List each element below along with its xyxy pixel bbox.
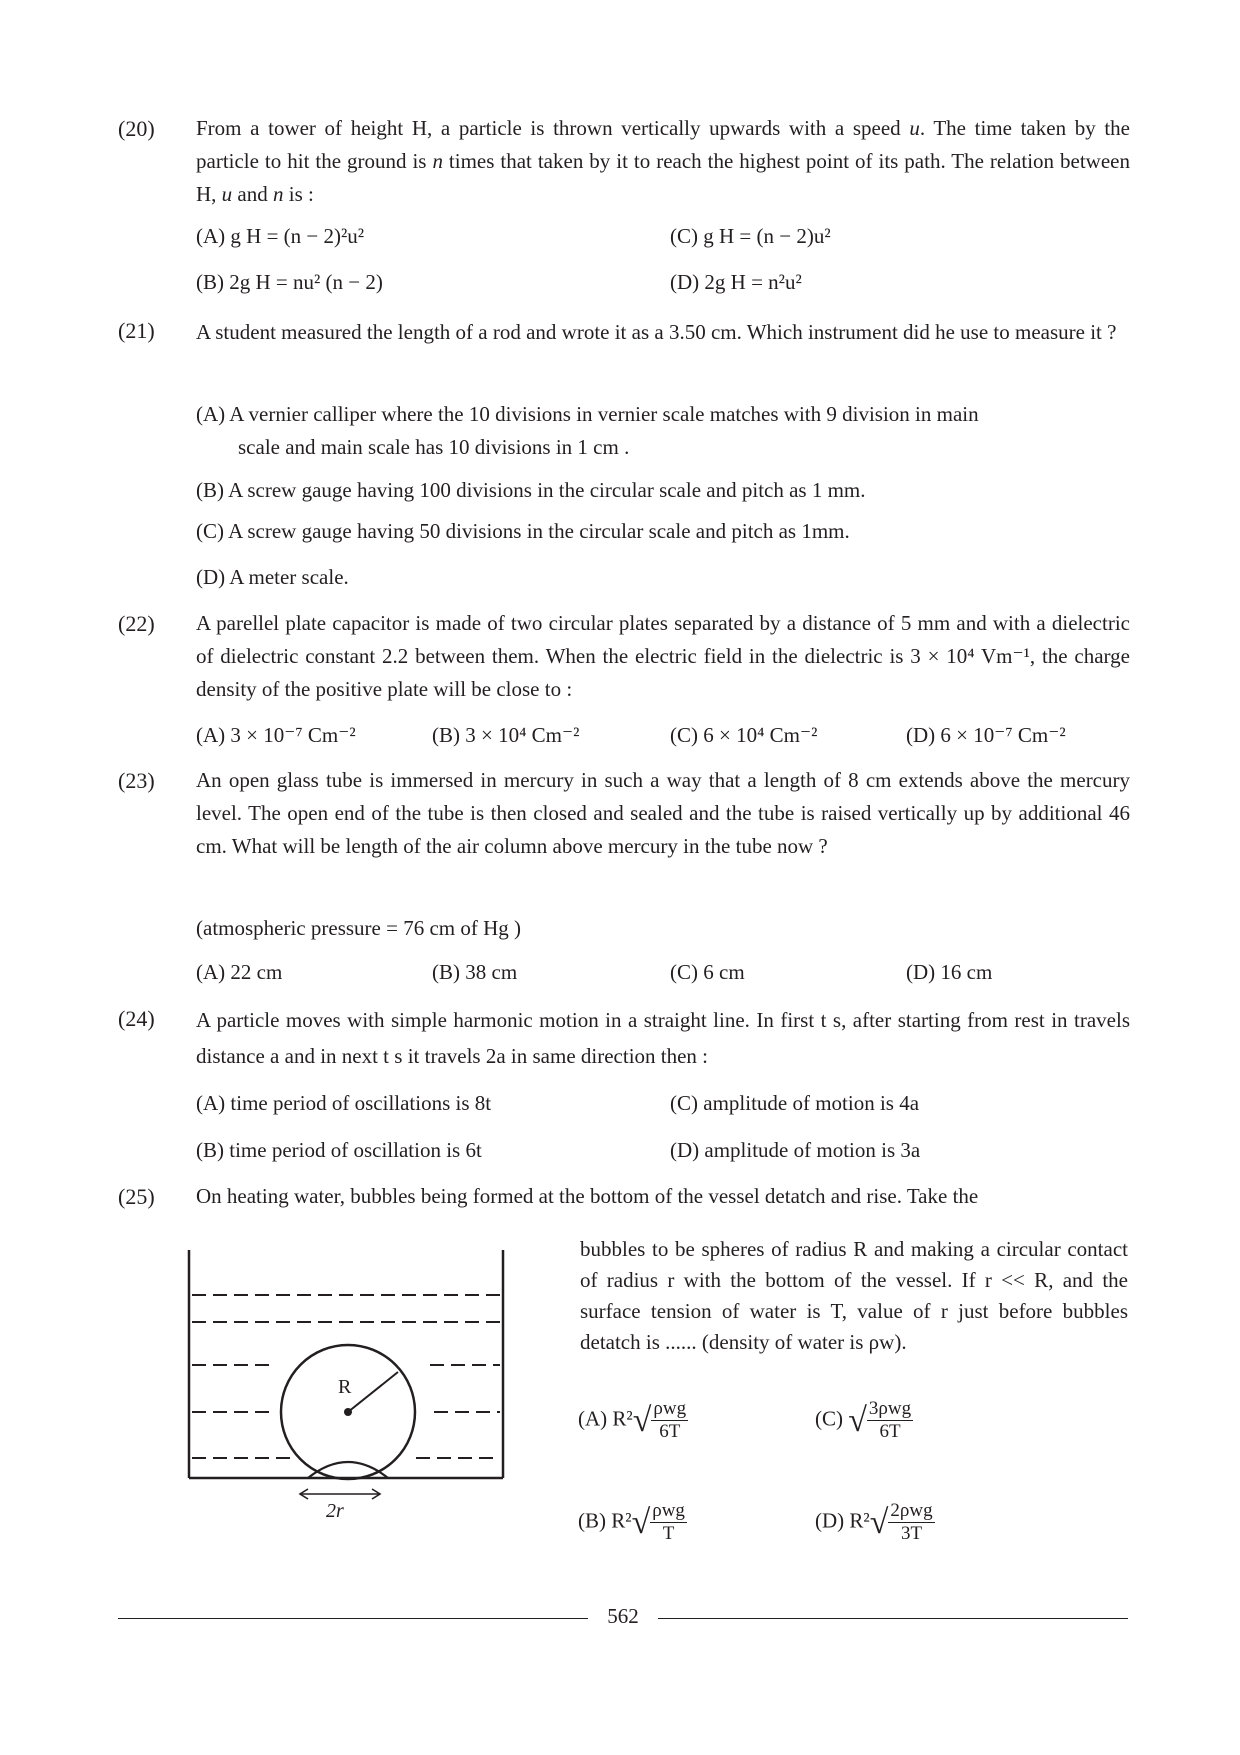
question-number: (22) bbox=[118, 611, 155, 636]
option-22-d: (D) 6 × 10⁻⁷ Cm⁻² bbox=[906, 723, 1066, 747]
option-23-a: (A) 22 cm bbox=[196, 960, 283, 984]
question-number: (20) bbox=[118, 116, 155, 141]
page-number: 562 bbox=[607, 1604, 639, 1628]
question-text: An open glass tube is immersed in mercury in such a way that a length of 8 cm extends above the mercury level. The open end of the tube is then closed and sealed and the tube is raised vertically up by additional 46 cm. What will be length of the air column above mercury in the tube now ? bbox=[196, 768, 1130, 858]
radius-label: R bbox=[338, 1376, 352, 1398]
question-text: A parellel plate capacitor is made of two circular plates separated by a distance of 5 mm and with a dielectric of dielectric constant 2.2 between them. When the electric field in the dielectric is 3 × 10⁴ Vm⁻¹, the charge density of the positive plate will be close to : bbox=[196, 611, 1130, 701]
bubble-contact-arc bbox=[308, 1462, 388, 1478]
contact-label: 2r bbox=[326, 1500, 344, 1522]
option-24-a: (A) time period of oscillations is 8t bbox=[196, 1091, 492, 1115]
question-text: On heating water, bubbles being formed at the bottom of the vessel detatch and rise. Take the bbox=[196, 1184, 979, 1208]
option-22-c: (C) 6 × 10⁴ Cm⁻² bbox=[670, 723, 818, 747]
bubble-vessel-diagram bbox=[180, 1250, 500, 1522]
option-23-d: (D) 16 cm bbox=[906, 960, 993, 984]
option-20-c: (C) g H = (n − 2)u² bbox=[670, 224, 831, 248]
bubble-center-dot bbox=[344, 1408, 352, 1416]
atmospheric-pressure-note: (atmospheric pressure = 76 cm of Hg ) bbox=[196, 916, 521, 940]
option-24-b: (B) time period of oscillation is 6t bbox=[196, 1138, 482, 1162]
option-20-b: (B) 2g H = nu² (n − 2) bbox=[196, 270, 383, 294]
question-22 bbox=[118, 607, 1130, 706]
option-21-c: (C) A screw gauge having 50 divisions in the circular scale and pitch as 1mm. bbox=[196, 519, 850, 543]
question-23 bbox=[118, 764, 1130, 863]
question-25-text-continued: bubbles to be spheres of radius R and making a circular contact of radius r with the bottom of the vessel. If r << R, and the surface tension of water is T, value of r just before bubbles detatch is ...... (density of water is ρw). bbox=[580, 1237, 1128, 1354]
option-22-a: (A) 3 × 10⁻⁷ Cm⁻² bbox=[196, 723, 356, 747]
question-20 bbox=[118, 112, 1130, 211]
question-21 bbox=[118, 314, 1130, 350]
option-20-d: (D) 2g H = n²u² bbox=[670, 270, 802, 294]
question-text: A student measured the length of a rod and wrote it as a 3.50 cm. Which instrument did he use to measure it ? bbox=[196, 320, 1117, 344]
sqrt-icon: √ bbox=[632, 1402, 652, 1439]
option-21-d: (D) A meter scale. bbox=[196, 565, 349, 589]
option-24-c: (C) amplitude of motion is 4a bbox=[670, 1091, 920, 1115]
sqrt-icon: √ bbox=[869, 1504, 889, 1541]
option-20-a: (A) g H = (n − 2)²u² bbox=[196, 224, 365, 248]
question-25 bbox=[118, 1180, 1130, 1213]
footer-rule-left bbox=[118, 1618, 588, 1619]
question-number: (21) bbox=[118, 318, 155, 343]
option-21-a-continued: scale and main scale has 10 divisions in 1 cm . bbox=[238, 435, 630, 459]
option-21-a: (A) A vernier calliper where the 10 divisions in vernier scale matches with 9 division in main bbox=[196, 402, 979, 426]
option-25-b: (B) R²√ $\frac{\text{ρwg}}{T}$ bbox=[578, 1500, 685, 1544]
option-25-d: (D) R²√ $\frac{\text{2ρwg}}{3T}$ bbox=[815, 1500, 933, 1544]
option-22-b: (B) 3 × 10⁴ Cm⁻² bbox=[432, 723, 580, 747]
option-25-a: (A) R²√ $\frac{\text{ρwg}}{6T}$ bbox=[578, 1398, 687, 1442]
sqrt-icon: √ bbox=[631, 1504, 651, 1541]
question-text: A particle moves with simple harmonic motion in a straight line. In first t s, after starting from rest in travels distance a and in next t s it travels 2a in same direction then : bbox=[196, 1008, 1130, 1068]
option-24-d: (D) amplitude of motion is 3a bbox=[670, 1138, 921, 1162]
question-number: (25) bbox=[118, 1184, 155, 1209]
question-24 bbox=[118, 1002, 1130, 1074]
option-25-c: (C) √ $\frac{\text{3ρwg}}{6T}$ bbox=[815, 1398, 912, 1442]
question-number: (23) bbox=[118, 768, 155, 793]
option-21-b: (B) A screw gauge having 100 divisions in the circular scale and pitch as 1 mm. bbox=[196, 478, 866, 502]
question-text: From a tower of height H, a particle is thrown vertically upwards with a speed u. The time taken by the particle to hit the ground is n times that taken by it to reach the highest point of its path. The relation between H, u and n is : bbox=[196, 116, 1130, 206]
sqrt-icon: √ bbox=[848, 1402, 867, 1439]
footer-rule-right bbox=[658, 1618, 1128, 1619]
question-number: (24) bbox=[118, 1006, 155, 1031]
option-23-c: (C) 6 cm bbox=[670, 960, 745, 984]
radius-line bbox=[348, 1372, 398, 1412]
option-23-b: (B) 38 cm bbox=[432, 960, 518, 984]
